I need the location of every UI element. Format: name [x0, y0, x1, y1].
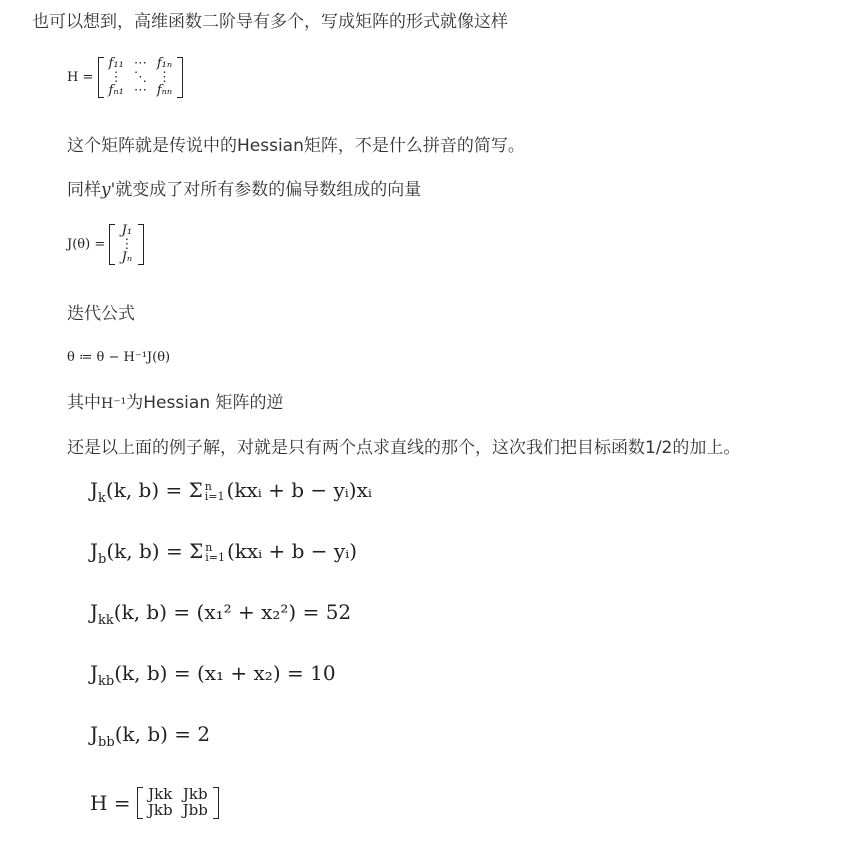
y-prime-symbol: y' — [101, 180, 116, 200]
matrix-cell: ⋮ — [120, 236, 134, 252]
eq-subscript: k — [98, 491, 106, 506]
update-formula: θ ≔ θ − H⁻¹J(θ) — [67, 350, 171, 365]
h-inverse-symbol: H⁻¹ — [101, 396, 127, 412]
paragraph-iteration: 迭代公式 — [67, 304, 135, 324]
hessian-matrix — [98, 57, 184, 98]
paragraph-intro: 也可以想到，高维函数二阶导有多个，写成矩阵的形式就像这样 — [32, 12, 508, 32]
matrix-cell: Jkb — [147, 800, 173, 819]
matrix-cell: J₁ — [121, 223, 133, 238]
matrix-cell: ⋯ — [133, 56, 147, 71]
eq-symbol: J — [90, 661, 99, 685]
eq-symbol: J — [90, 539, 99, 563]
hessian-matrix-formula — [67, 57, 183, 98]
matrix-cell: fₙ₁ — [108, 83, 124, 99]
matrix-cell: Jₙ — [121, 250, 133, 266]
text-segment: 为Hessian 矩阵的逆 — [126, 393, 284, 413]
matrix-cell: Jkk — [148, 785, 173, 803]
eq-symbol: J — [90, 600, 99, 624]
eq-right: (k, b) = (x₁² + x₂²) = 52 — [113, 600, 352, 624]
sum-upper-limit: n — [205, 540, 213, 554]
matrix-cell: fₙₙ — [156, 83, 173, 99]
equation-jkk — [90, 600, 352, 628]
matrix-cell: Jkb — [182, 785, 208, 803]
eq-subscript: kk — [98, 613, 114, 628]
text-segment: 就变成了对所有参数的偏导数组成的向量 — [115, 180, 422, 200]
gradient-vector — [109, 224, 144, 265]
eq-right: (kxᵢ + b − yᵢ)xᵢ — [226, 478, 372, 502]
eq-subscript: kb — [98, 674, 115, 689]
equation-jb — [90, 539, 358, 567]
text-segment: 同样 — [67, 180, 101, 200]
equation-jkb — [90, 661, 336, 689]
sum-lower-limit: i=1 — [204, 489, 225, 503]
gradient-lhs: J(θ) = — [67, 236, 106, 252]
eq-right: (k, b) = (x₁ + x₂) = 10 — [114, 661, 336, 685]
paragraph-gradient — [67, 178, 421, 202]
eq-right: (kxᵢ + b − yᵢ) — [226, 539, 358, 563]
paragraph-example: 还是以上面的例子解，对就是只有两个点求直线的那个，这次我们把目标函数1/2的加上。 — [67, 438, 741, 458]
eq-symbol: J — [90, 478, 99, 502]
eq-middle: (k, b) = Σ — [106, 539, 204, 563]
equation-jbb — [90, 722, 211, 750]
matrix-cell: f₁₁ — [108, 56, 124, 71]
eq-symbol: J — [90, 722, 99, 746]
eq-subscript: bb — [98, 735, 115, 750]
matrix-cell: ⋮ — [109, 69, 123, 85]
sum-upper-limit: n — [204, 479, 212, 493]
hessian-result-formula — [90, 787, 219, 819]
hessian-lhs: H = — [67, 69, 94, 85]
matrix-cell: Jbb — [182, 800, 208, 819]
eq-right: (k, b) = 2 — [114, 722, 211, 746]
eq-subscript: b — [98, 552, 107, 567]
sum-lower-limit: i=1 — [205, 550, 225, 564]
paragraph-hessian: 这个矩阵就是传说中的Hessian矩阵，不是什么拼音的简写。 — [67, 136, 525, 156]
text-segment: 其中 — [67, 393, 101, 413]
matrix-cell: f₁ₙ — [156, 56, 173, 71]
matrix-cell: ⋱ — [133, 69, 147, 85]
hessian-result-lhs: H = — [90, 790, 131, 815]
hessian-result-matrix — [137, 787, 219, 819]
matrix-cell: ⋯ — [133, 83, 147, 99]
gradient-vector-formula — [67, 224, 144, 265]
paragraph-inverse — [67, 391, 284, 416]
equation-jk — [90, 478, 372, 506]
matrix-cell: ⋮ — [157, 69, 171, 85]
eq-middle: (k, b) = Σ — [105, 478, 203, 502]
